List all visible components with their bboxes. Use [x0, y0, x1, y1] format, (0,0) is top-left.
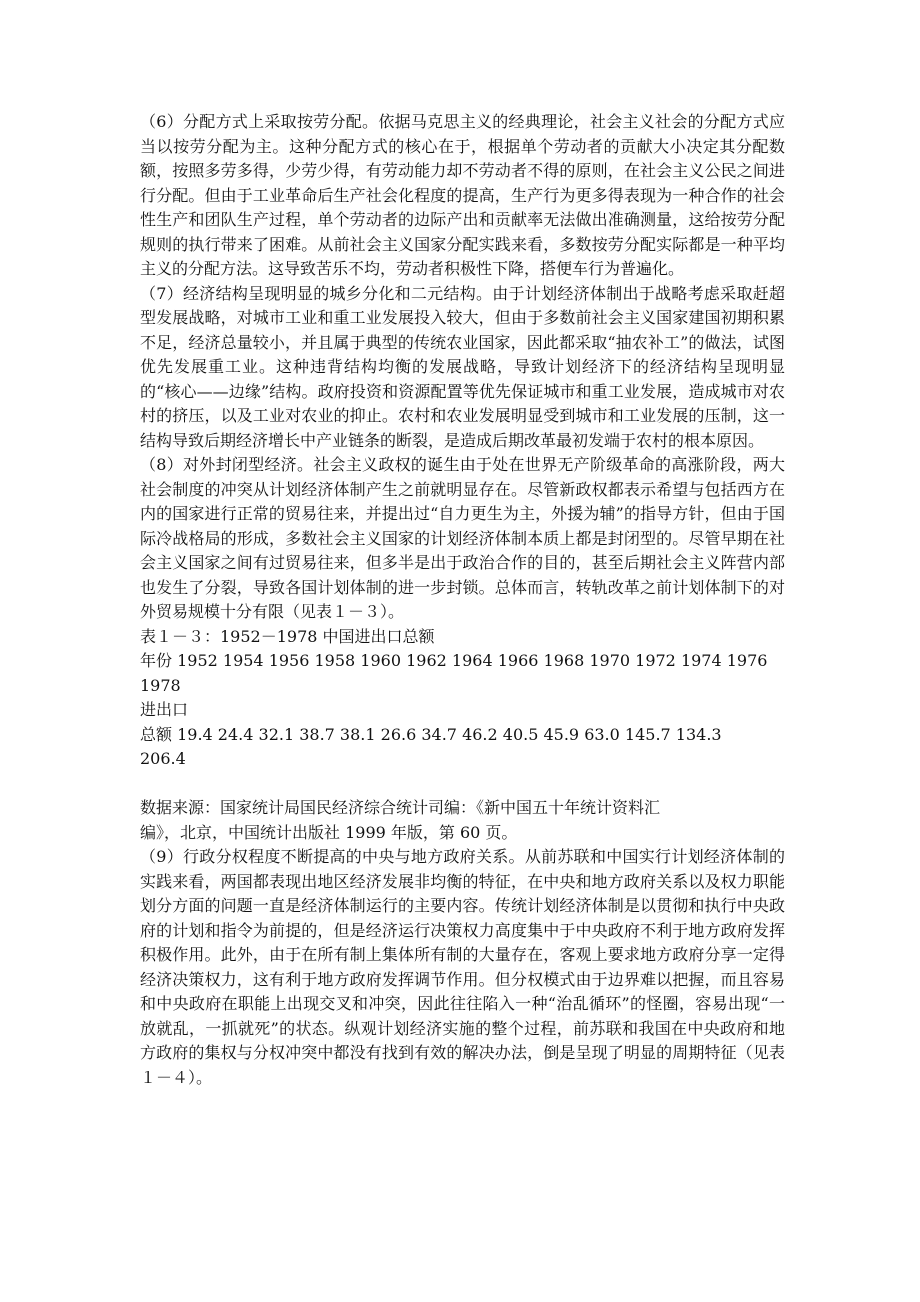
- paragraph-8: （8）对外封闭型经济。社会主义政权的诞生由于处在世界无产阶级革命的高涨阶段，两大社会制度的冲突从计划经济体制产生之前就明显存在。尽管新政权都表示希望与包括西方在内的国家进行正常的贸易往来，并提出过“自力更生为主，外援为辅”的指导方针，但由于国际冷战格局的形成，多数社会主义国家的计划经济体制本质上都是封闭型的。尽管早期在社会主义国家之间有过贸易往来，但多半是出于政治合作的目的，甚至后期社会主义阵营内部也发生了分裂，导致各国计划体制的进一步封锁。总体而言，转轨改革之前计划体制下的对外贸易规模十分有限（见表１－３）。: [140, 455, 785, 621]
- table-source-line-2: 编》，北京，中国统计出版社 1999 年版，第 60 页。: [140, 822, 518, 842]
- paragraph-6: （6）分配方式上采取按劳分配。依据马克思主义的经典理论，社会主义社会的分配方式应当以按劳分配为主。这种分配方式的核心在于，根据单个劳动者的贡献大小决定其分配数额，按照多劳多得，少劳少得，有劳动能力却不劳动者不得的原则，在社会主义公民之间进行分配。但由于工业革命后生产社会化程度的提高，生产行为更多得表现为一种合作的社会性生产和团队生产过程，单个劳动者的边际产出和贡献率无法做出准确测量，这给按劳分配规则的执行带来了困难。从前社会主义国家分配实践来看，多数按劳分配实际都是一种平均主义的分配方法。这导致苦乐不均，劳动者积极性下降，搭便车行为普遍化。: [140, 112, 785, 278]
- document-page: [140, 110, 785, 1090]
- paragraph-9: （9）行政分权程度不断提高的中央与地方政府关系。从前苏联和中国实行计划经济体制的实践来看，两国都表现出地区经济发展非均衡的特征，在中央和地方政府关系以及权力职能划分方面的问题一直是经济体制运行的主要内容。传统计划经济体制是以贯彻和执行中央政府的计划和指令为前提的，但是经济运行决策权力高度集中于中央政府不利于地方政府发挥积极作用。此外，由于在所有制上集体所有制的大量存在，客观上要求地方政府分享一定得经济决策权力，这有利于地方政府发挥调节作用。但分权模式由于边界难以把握，而且容易和中央政府在职能上出现交叉和冲突，因此往往陷入一种“治乱循环”的怪圈，容易出现“一放就乱，一抓就死”的状态。纵观计划经济实施的整个过程，前苏联和我国在中央政府和地方政府的集权与分权冲突中都没有找到有效的解决办法，倒是呈现了明显的周期特征（见表１－４）。: [140, 847, 785, 1087]
- table-source-line-1: 数据来源：国家统计局国民经济综合统计司编：《新中国五十年统计资料汇: [140, 798, 661, 817]
- table-caption: 表１－３：1952－1978 中国进出口总额: [140, 626, 435, 646]
- table-row-year: 年份 1952 1954 1956 1958 1960 1962 1964 1966 1968 1970 1972 1974 1976 1978: [140, 651, 773, 695]
- paragraph-7: （7）经济结构呈现明显的城乡分化和二元结构。由于计划经济体制出于战略考虑采取赶超型发展战略，对城市工业和重工业发展投入较大，但由于多数前社会主义国家建国初期积累不足，经济总量较小，并且属于典型的传统农业国家，因此都采取“抽农补工”的做法，试图优先发展重工业。这种违背结构均衡的发展战略，导致计划经济下的经济结构呈现明显的“核心——边缘”结构。政府投资和资源配置等优先保证城市和重工业发展，造成城市对农村的挤压，以及工业对农业的抑止。农村和农业发展明显受到城市和工业发展的压制，这一结构导致后期经济增长中产业链条的断裂，是造成后期改革最初发端于农村的根本原因。: [140, 283, 785, 450]
- table-row-total-cont: 206.4: [140, 749, 186, 768]
- spacer: [140, 772, 785, 797]
- trade-table: [140, 625, 785, 846]
- table-row-total: 总额 19.4 24.4 32.1 38.7 38.1 26.6 34.7 46.2 40.5 45.9 63.0 145.7 134.3: [140, 724, 722, 744]
- table-row-label: 进出口: [140, 700, 189, 719]
